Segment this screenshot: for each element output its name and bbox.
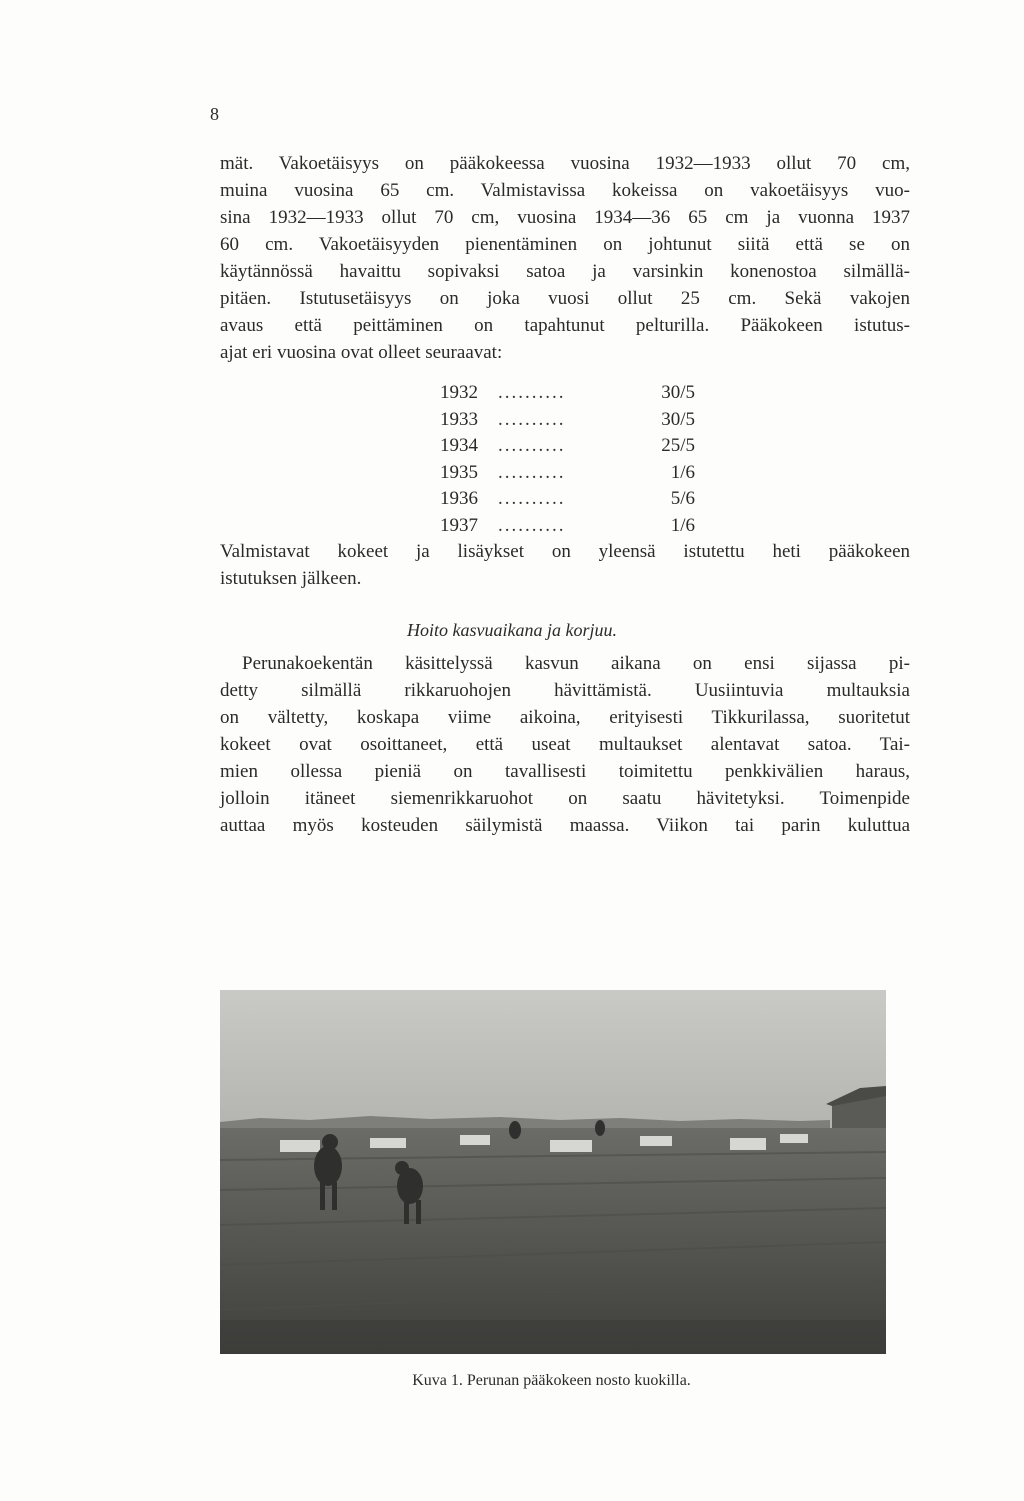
potato-field-photo <box>220 990 886 1354</box>
planting-year: 1935 <box>440 461 478 483</box>
leader-dots: .......... <box>498 435 566 456</box>
page-number: 8 <box>210 104 219 124</box>
planting-date: 30/5 <box>661 408 695 430</box>
foreground-shadow <box>220 1320 886 1354</box>
planting-date: 1/6 <box>670 461 695 483</box>
planting-year: 1934 <box>440 435 478 456</box>
planting-date: 1/6 <box>670 514 695 536</box>
paragraph-line: mät. Vakoetäisyys on pääkokeessa vuosina 1932—1933 ollut 70 cm, <box>220 153 910 174</box>
planting-date-row <box>440 407 695 434</box>
leader-dots: .......... <box>498 408 566 430</box>
sky <box>220 990 886 1128</box>
paragraph-line: käytännössä havaittu sopivaksi satoa ja varsinkin konenostoa silmällä- <box>220 261 910 282</box>
paragraph-line: avaus että peittäminen on tapahtunut pelturilla. Pääkokeen istutus- <box>220 315 910 336</box>
paragraph-line: ajat eri vuosina ovat olleet seuraavat: <box>220 342 503 363</box>
planting-year: 1932 <box>440 382 478 403</box>
paragraph-line: istutuksen jälkeen. <box>220 568 362 589</box>
paragraph-line: sina 1932—1933 ollut 70 cm, vuosina 1934—36 65 cm ja vuonna 1937 <box>220 207 910 228</box>
planting-date: 30/5 <box>661 382 695 403</box>
planting-year: 1933 <box>440 408 478 430</box>
field-photograph <box>220 990 886 1354</box>
leader-dots: .......... <box>498 382 566 403</box>
planting-dates-table <box>440 380 695 539</box>
planting-date-row <box>440 380 695 407</box>
paragraph-line: detty silmällä rikkaruohojen hävittämistä. Uusiintuvia multauksia <box>220 680 910 701</box>
after-table-paragraph <box>220 538 910 592</box>
intro-paragraph <box>220 150 910 366</box>
care-paragraph <box>220 650 910 839</box>
planting-date-row <box>440 513 695 540</box>
paragraph-line: auttaa myös kosteuden säilymistä maassa. Viikon tai parin kuluttua <box>220 815 910 836</box>
planting-date-row <box>440 460 695 487</box>
figure-caption: Kuva 1. Perunan pääkokeen nosto kuokilla. <box>412 1372 691 1389</box>
leader-dots: .......... <box>498 488 566 509</box>
paragraph-line: mien ollessa pieniä on tavallisesti toimitettu penkkivälien haraus, <box>220 761 910 782</box>
paragraph-line: pitäen. Istutusetäisyys on joka vuosi ollut 25 cm. Sekä vakojen <box>220 288 910 309</box>
leader-dots: .......... <box>498 461 566 483</box>
paragraph-line: jolloin itäneet siemenrikkaruohot on saatu hävitetyksi. Toimenpide <box>220 788 910 809</box>
planting-year: 1936 <box>440 488 478 509</box>
planting-year: 1937 <box>440 514 478 536</box>
planting-date-row <box>440 433 695 460</box>
paragraph-line: 60 cm. Vakoetäisyyden pienentäminen on johtunut siitä että se on <box>220 234 910 255</box>
leader-dots: .......... <box>498 514 566 536</box>
planting-date: 25/5 <box>661 435 695 456</box>
planting-date-row <box>440 486 695 513</box>
paragraph-line: Perunakoekentän käsittelyssä kasvun aikana on ensi sijassa pi- <box>242 653 910 674</box>
paragraph-line: Valmistavat kokeet ja lisäykset on yleensä istutettu heti pääkokeen <box>220 541 910 562</box>
paragraph-line: on vältetty, koskapa viime aikoina, erityisesti Tikkurilassa, suoritetut <box>220 707 910 728</box>
section-heading: Hoito kasvuaikana ja korjuu. <box>407 620 617 640</box>
planting-date: 5/6 <box>670 488 695 509</box>
paragraph-line: kokeet ovat osoittaneet, että useat multaukset alentavat satoa. Tai- <box>220 734 910 755</box>
paragraph-line: muina vuosina 65 cm. Valmistavissa kokeissa on vakoetäisyys vuo- <box>220 180 910 201</box>
